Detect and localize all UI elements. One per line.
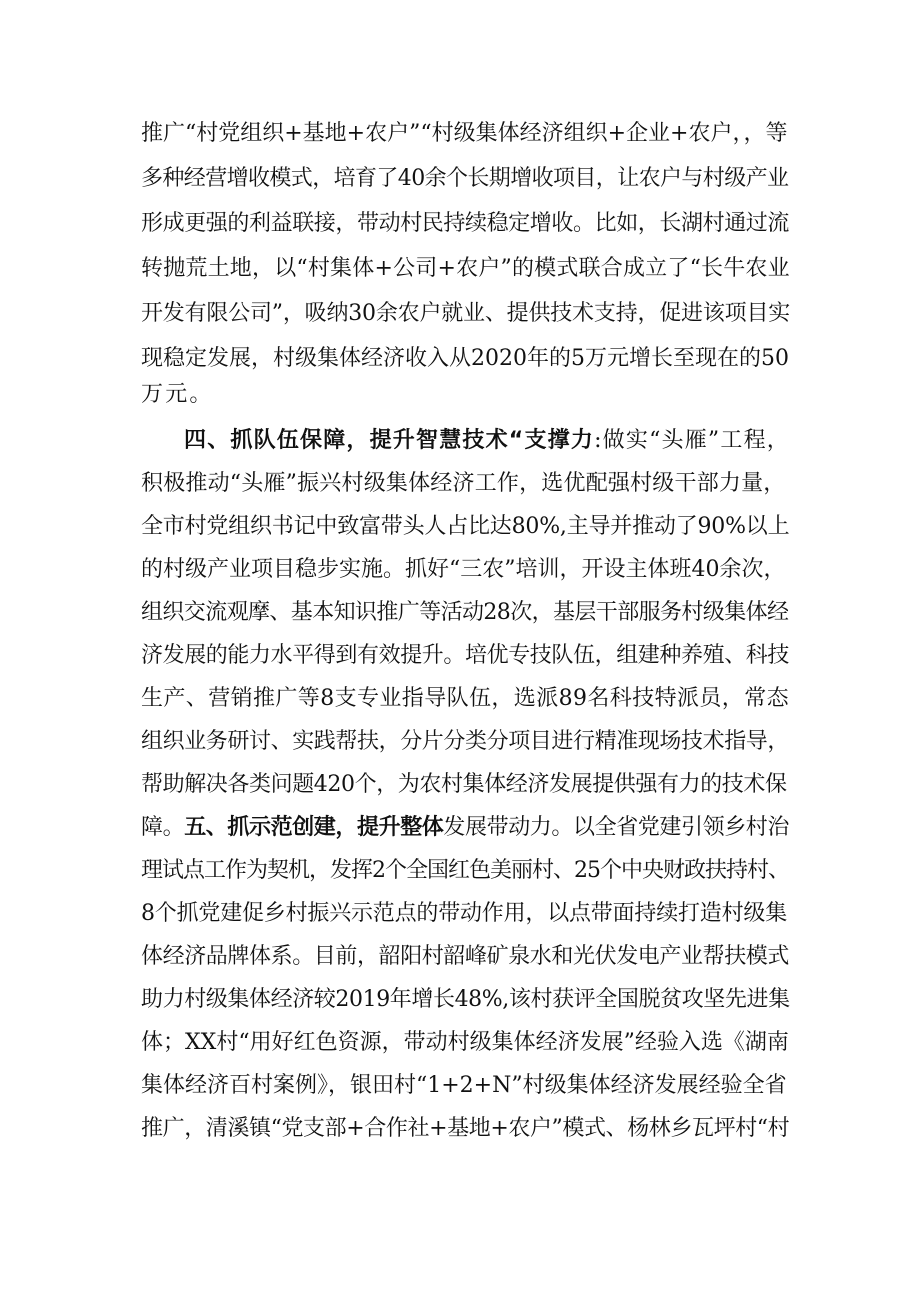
text-line xyxy=(141,639,789,673)
line-text: 生产、营销推广等8支专业指导队伍，选派89名科技特派员，常态 xyxy=(141,686,789,711)
line-text: 济发展的能力水平得到有效提升。培优专技队伍，组建种养殖、科技 xyxy=(141,643,790,668)
text-line xyxy=(141,378,214,412)
text-line xyxy=(141,596,788,630)
line-text: 理试点工作为契机，发挥2个全国红色美丽村、25个中央财政扶持村、 xyxy=(141,858,789,883)
text-line xyxy=(141,940,789,974)
line-text: 组织业务研讨、实践帮扶，分片分类分项目进行精准现场技术指导， xyxy=(141,729,790,754)
text-line xyxy=(141,553,786,587)
text-line xyxy=(141,297,790,331)
text-line xyxy=(141,162,788,196)
line-text: 助力村级集体经济较2019年增长48%,该村获评全国脱贫攻坚先进集 xyxy=(141,987,790,1012)
text-line xyxy=(141,768,787,802)
line-text: 形成更强的利益联接，带动村民持续稳定增收。比如，长湖村通过流 xyxy=(141,211,790,236)
text-line xyxy=(141,1112,789,1146)
line-text: 发展带动力。以全省党建引领乡村治 xyxy=(443,815,790,840)
text-line xyxy=(141,342,789,376)
line-text: 万元。 xyxy=(141,382,214,407)
text-line xyxy=(141,682,789,716)
line-text: 体；XX村“用好红色资源，带动村级集体经济发展”经验入选《湖南 xyxy=(141,1030,789,1055)
line-text: 体经济品牌体系。目前，韶阳村韶峰矿泉水和光伏发电产业帮扶模式 xyxy=(141,944,790,969)
text-line xyxy=(141,252,790,286)
text-line xyxy=(141,117,787,151)
text-line xyxy=(141,983,790,1017)
line-text: :做实“头雁”工程， xyxy=(594,428,790,453)
line-text: 推广“村党组织+基地+农户”“村级集体经济组织+企业+农户，，等 xyxy=(141,121,788,146)
line-text: 的村级产业项目稳步实施。抓好“三农”培训，开设主体班40余次， xyxy=(141,557,786,582)
section-heading-line xyxy=(184,424,790,458)
text-line xyxy=(141,854,789,888)
line-text: 帮助解决各类问题420个，为农村集体经济发展提供强有力的技术保 xyxy=(141,772,787,797)
text-line xyxy=(141,725,789,759)
text-line xyxy=(141,1026,789,1060)
line-text: 组织交流观摩、基本知识推广等活动28次，基层干部服务村级集体经 xyxy=(141,600,789,625)
line-text: 推广，清溪镇“党支部+合作社+基地+农户”模式、杨林乡瓦坪村“村 xyxy=(141,1116,790,1141)
text-line xyxy=(141,510,789,544)
section-heading-line xyxy=(141,811,789,845)
line-text: 现稳定发展，村级集体经济收入从2020年的5万元增长至现在的50 xyxy=(141,346,789,371)
line-text: 转抛荒土地，以“村集体+公司+农户”的模式联合成立了“长牛农业 xyxy=(141,256,790,281)
line-text: 集体经济百村案例》，银田村“1+2+N”村级集体经济发展经验全省 xyxy=(141,1073,787,1098)
line-text: 障。 xyxy=(141,815,185,840)
line-text: 8个抓党建促乡村振兴示范点的带动作用，以点带面持续打造村级集 xyxy=(141,901,787,926)
line-text: 开发有限公司”，吸纳30余农户就业、提供技术支持，促进该项目实 xyxy=(141,301,791,326)
line-text: 积极推动“头雁”振兴村级集体经济工作，选优配强村级干部力量， xyxy=(141,471,786,496)
text-line xyxy=(141,897,787,931)
text-line xyxy=(141,467,786,501)
section-heading-five: 五、抓示范创建，提升整体 xyxy=(184,815,444,840)
text-line xyxy=(141,207,789,241)
line-text: 全市村党组织书记中致富带头人占比达80%,主导并推动了90%以上 xyxy=(141,514,790,539)
line-text: 多种经营增收模式，培育了40余个长期增收项目，让农户与村级产业 xyxy=(141,166,789,191)
text-line xyxy=(141,1069,787,1103)
section-heading-four: 四、抓队伍保障，提升智慧技术“支撑力 xyxy=(184,428,595,453)
